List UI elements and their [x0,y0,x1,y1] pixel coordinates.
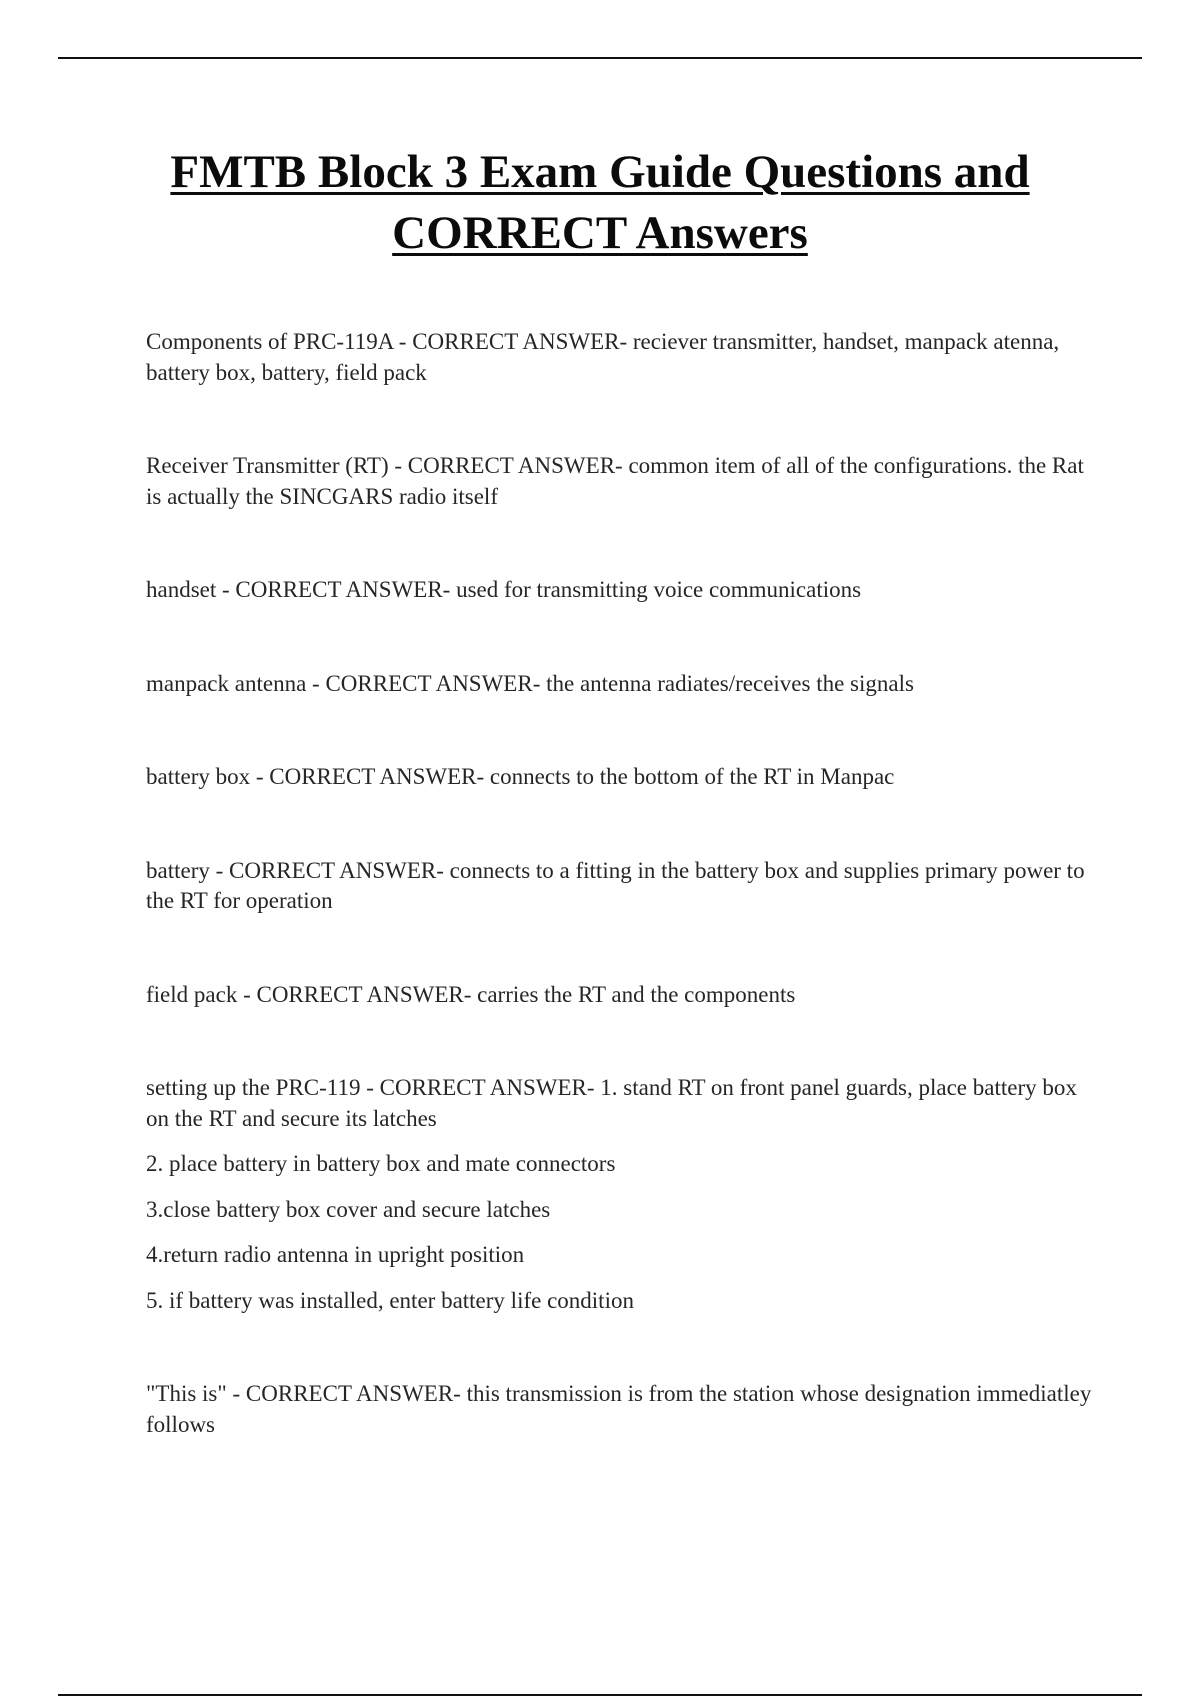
page-title [100,142,1100,264]
qa-entry: battery box - CORRECT ANSWER- connects to the bottom of the RT in Manpac [146,764,895,789]
qa-entry: battery - CORRECT ANSWER- connects to a fitting in the battery box and supplies primary power to the RT for operation [146,857,1085,913]
title-line-2: CORRECT Answers [392,207,808,259]
qa-entry: Receiver Transmitter (RT) - CORRECT ANSWER- common item of all of the configurations. the Rat is actually the SINCGARS radio itself [146,453,1084,509]
header-rule [58,57,1142,59]
setup-step: 3.close battery box cover and secure latches [146,1196,551,1222]
qa-entry: Components of PRC-119A - CORRECT ANSWER- reciever transmitter, handset, manpack atenna, battery box, battery, field pack [146,329,1060,385]
qa-entry: field pack - CORRECT ANSWER- carries the RT and the components [146,981,796,1007]
qa-entry: "This is" - CORRECT ANSWER- this transmission is from the station whose designation immediatley follows [146,1381,1092,1437]
setup-step: 5. if battery was installed, enter battery life condition [146,1287,634,1313]
footer-rule [58,1694,1142,1696]
qa-list [146,327,1096,1440]
qa-entry: manpack antenna - CORRECT ANSWER- the antenna radiates/receives the signals [146,670,914,696]
qa-entry: handset - CORRECT ANSWER- used for transmitting voice communications [146,577,862,602]
setup-step: 4.return radio antenna in upright position [146,1242,525,1267]
title-line-1: FMTB Block 3 Exam Guide Questions and [170,146,1030,198]
setup-step: 2. place battery in battery box and mate connectors [146,1151,616,1176]
qa-entry: setting up the PRC-119 - CORRECT ANSWER- 1. stand RT on front panel guards, place battery box on the RT and secure its latches [146,1075,1077,1131]
